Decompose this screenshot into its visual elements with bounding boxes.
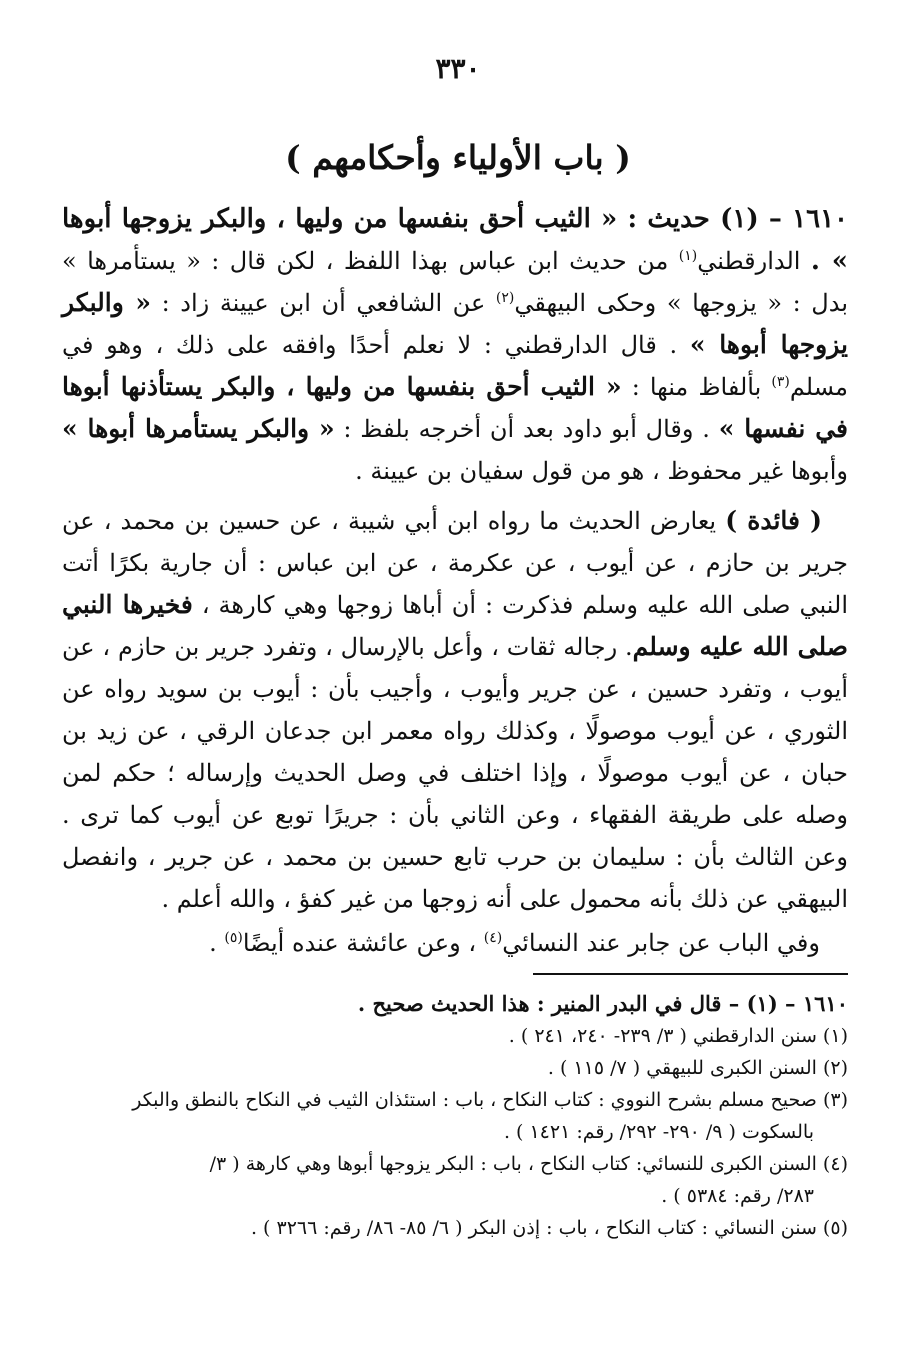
footnote-4: (٤) السنن الكبرى للنسائي: كتاب النكاح ، باب : البكر يزوجها أبوها وهي كارهة ( ٣/ [209, 1153, 848, 1175]
chapter-note [62, 924, 820, 962]
page-number: ٣٣٠ [435, 52, 481, 85]
footnote-ref-2: (٢) [495, 290, 515, 306]
hadith-text: بألفاظ منها : [631, 373, 762, 401]
benefit-text: . رجاله ثقات ، وأعل بالإرسال ، وتفرد جرير بن حازم ، عن أيوب ، وتفرد حسين ، عن جرير وأيوب ، وأجيب بأن : أيوب بن سويد رواه عن الثوري ، عن أيوب موصولًا ، وكذلك رواه معمر ابن جدعان الرقي ، عن زيد بن حبان ، عن أيوب موصولًا ، وإذا اختلف في وصل الحديث وإرساله ؛ حكم لمن وصله على طريقة الفقهاء ، وعن الثاني بأن : جريرًا توبع عن أيوب كما ترى . وعن الثالث بأن : سليمان بن حرب تابع حسين بن محمد ، عن جرير ، وانفصل البيهقي عن ذلك بأنه محمول على أنه زوجها من غير كفؤ ، والله أعلم . [62, 633, 848, 913]
hadith-text: وأبوها غير محفوظ ، هو من قول سفيان بن عيينة . [355, 457, 848, 485]
footnote-divider [533, 973, 848, 975]
hadith-paragraph [62, 198, 848, 492]
footnote-5: (٥) سنن النسائي : كتاب النكاح ، باب : إذن البكر ( ٦/ ٨٥- ٨٦/ رقم: ٣٢٦٦ ) . [250, 1217, 848, 1239]
hadith-quote: « والبكر يزوجها أبوها » [62, 288, 848, 359]
hadith-text: من حديث ابن عباس بهذا اللفظ ، لكن قال : « يستأمرها » بدل : « يزوجها » وحكى البيهقي [62, 247, 848, 317]
hadith-quote: « والبكر يستأمرها أبوها » [62, 414, 335, 443]
chapter-title: ( باب الأولياء وأحكامهم ) [285, 138, 631, 177]
footnote-3-continued: بالسكوت ( ٩/ ٢٩٠- ٢٩٢/ رقم: ١٤٢١ ) . [503, 1121, 814, 1143]
footnotes [62, 988, 848, 1244]
benefit-paragraph [62, 500, 848, 920]
benefit-text: يعارض الحديث ما رواه ابن أبي شيبة ، عن حسين بن محمد ، عن جرير بن حازم ، عن أيوب ، عن عكرمة ، عن ابن عباس : أن جارية بكرًا أتت النبي صلى الله عليه وسلم فذكرت : أن أباها زوجها وهي كارهة ، [62, 507, 848, 619]
footnote-main: ١٦١٠ – (١) – قال في البدر المنير : هذا الحديث صحيح . [357, 991, 848, 1016]
footnote-4-continued: ٢٨٣/ رقم: ٥٣٨٤ ) . [661, 1185, 814, 1207]
footnote-ref-5: (٥) [224, 930, 243, 946]
chapter-note-text: ، وعن عائشة عنده أيضًا [242, 929, 477, 957]
benefit-quote: فخيرها النبي صلى الله عليه وسلم [62, 590, 848, 661]
footnote-ref-4: (٤) [483, 930, 503, 946]
hadith-text: . وقال أبو داود بعد أن أخرجه بلفظ : [343, 415, 710, 443]
chapter-note-text: وفي الباب عن جابر عند النسائي [502, 929, 820, 957]
hadith-text: . قال الدارقطني : لا نعلم أحدًا وافقه على ذلك ، وهو في مسلم [62, 331, 848, 401]
footnote-2: (٢) السنن الكبرى للبيهقي ( ٧/ ١١٥ ) . [547, 1057, 848, 1079]
hadith-lead: ١٦١٠ – (١) حديث : « الثيب أحق بنفسها من وليها ، والبكر يزوجها أبوها » . [62, 204, 849, 276]
hadith-text: الدارقطني [697, 247, 801, 275]
benefit-label: ( فائدة ) [725, 506, 822, 535]
chapter-note-text: . [209, 929, 217, 957]
hadith-quote: « الثيب أحق بنفسها من وليها ، والبكر يستأذنها أبوها في نفسها » [62, 372, 848, 443]
hadith-text: عن الشافعي أن ابن عيينة زاد : [161, 289, 486, 317]
footnote-ref-1: (١) [678, 248, 698, 264]
footnote-ref-3: (٣) [771, 374, 790, 390]
footnote-3: (٣) صحيح مسلم بشرح النووي : كتاب النكاح ، باب : استئذان الثيب في النكاح بالنطق والبكر [132, 1089, 848, 1111]
footnote-1: (١) سنن الدارقطني ( ٣/ ٢٣٩- ٢٤٠، ٢٤١ ) . [508, 1025, 848, 1047]
